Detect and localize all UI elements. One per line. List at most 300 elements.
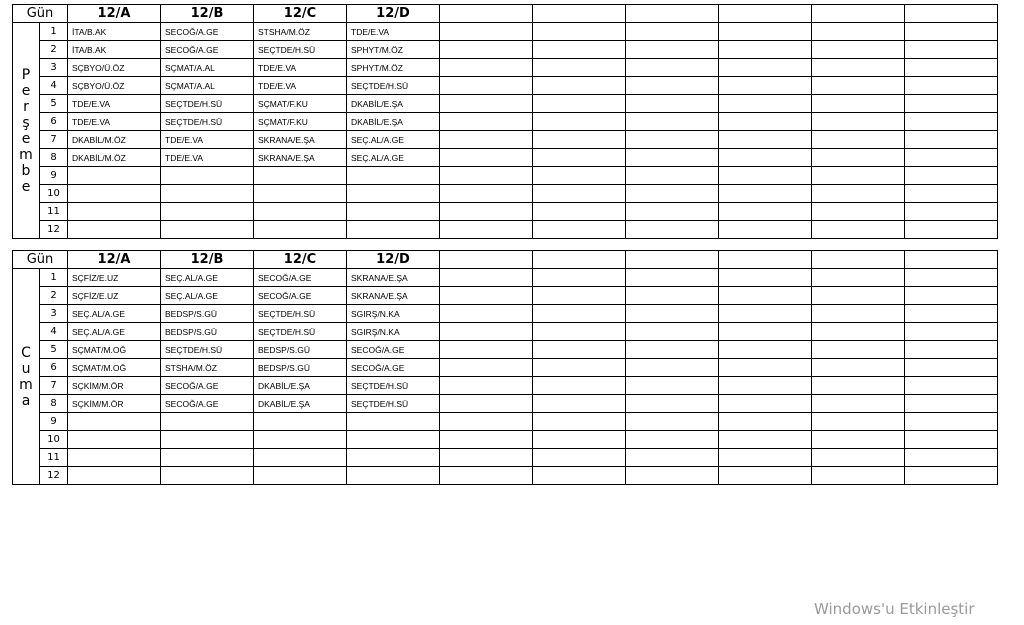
lesson-cell: SEÇTDE/H.SÜ (254, 323, 347, 341)
empty-cell (719, 395, 812, 413)
table-header-row (13, 251, 998, 269)
empty-cell (533, 467, 626, 485)
empty-cell (719, 269, 812, 287)
period-number: 10 (40, 431, 68, 449)
empty-cell (719, 413, 812, 431)
empty-header-cell (812, 5, 905, 23)
empty-cell (719, 77, 812, 95)
lesson-cell (254, 221, 347, 239)
table-row (13, 41, 998, 59)
empty-cell (626, 431, 719, 449)
lesson-cell: SGIRŞ/N.KA (347, 305, 440, 323)
empty-cell (905, 449, 998, 467)
empty-cell (905, 395, 998, 413)
lesson-cell (161, 431, 254, 449)
empty-cell (440, 95, 533, 113)
empty-cell (812, 41, 905, 59)
empty-cell (905, 113, 998, 131)
table-row (13, 359, 998, 377)
empty-cell (626, 131, 719, 149)
empty-header-cell (719, 251, 812, 269)
period-number: 3 (40, 305, 68, 323)
period-number: 1 (40, 23, 68, 41)
lesson-cell: SÇFİZ/E.UZ (68, 287, 161, 305)
empty-cell (440, 113, 533, 131)
day-letter: a (21, 392, 31, 409)
period-number: 5 (40, 95, 68, 113)
lesson-cell: SÇMAT/M.OĞ (68, 359, 161, 377)
empty-cell (440, 269, 533, 287)
lesson-cell: BEDSP/S.GÜ (254, 359, 347, 377)
class-header: 12/C (254, 5, 347, 23)
empty-cell (905, 185, 998, 203)
lesson-cell (68, 185, 161, 203)
lesson-cell (254, 167, 347, 185)
lesson-cell (161, 467, 254, 485)
empty-cell (533, 41, 626, 59)
empty-cell (440, 395, 533, 413)
period-number: 2 (40, 41, 68, 59)
empty-cell (719, 167, 812, 185)
empty-cell (719, 221, 812, 239)
lesson-cell: DKABİL/M.ÖZ (68, 131, 161, 149)
empty-cell (626, 449, 719, 467)
table-row (13, 59, 998, 77)
lesson-cell: SKRANA/E.ŞA (254, 149, 347, 167)
lesson-cell (347, 167, 440, 185)
table-row (13, 467, 998, 485)
lesson-cell (161, 167, 254, 185)
empty-cell (440, 221, 533, 239)
lesson-cell (254, 467, 347, 485)
empty-cell (812, 203, 905, 221)
empty-cell (440, 59, 533, 77)
period-number: 6 (40, 359, 68, 377)
day-letter: b (21, 162, 31, 179)
empty-cell (905, 287, 998, 305)
lesson-cell: SÇMAT/F.KU (254, 95, 347, 113)
lesson-cell: SÇKİM/M.ÖR (68, 377, 161, 395)
lesson-cell: SEÇTDE/H.SÜ (161, 113, 254, 131)
table-row (13, 23, 998, 41)
class-header: 12/D (347, 251, 440, 269)
empty-cell (812, 167, 905, 185)
lesson-cell: SEÇTDE/H.SÜ (347, 395, 440, 413)
table-row (13, 269, 998, 287)
lesson-cell: TDE/E.VA (161, 149, 254, 167)
day-letter: ş (22, 114, 30, 131)
lesson-cell: SEÇTDE/H.SÜ (254, 41, 347, 59)
empty-cell (812, 149, 905, 167)
empty-cell (812, 113, 905, 131)
empty-cell (812, 77, 905, 95)
empty-cell (626, 95, 719, 113)
empty-cell (719, 41, 812, 59)
empty-cell (440, 341, 533, 359)
lesson-cell (254, 449, 347, 467)
lesson-cell (161, 203, 254, 221)
lesson-cell (161, 221, 254, 239)
empty-cell (812, 221, 905, 239)
period-number: 7 (40, 377, 68, 395)
period-number: 10 (40, 185, 68, 203)
empty-cell (719, 341, 812, 359)
period-number: 1 (40, 269, 68, 287)
day-header-label: Gün (13, 5, 68, 23)
empty-cell (905, 59, 998, 77)
empty-cell (440, 377, 533, 395)
empty-cell (626, 467, 719, 485)
empty-cell (533, 395, 626, 413)
empty-cell (626, 305, 719, 323)
empty-cell (533, 95, 626, 113)
empty-cell (626, 287, 719, 305)
lesson-cell: SEÇ.AL/A.GE (161, 287, 254, 305)
period-number: 11 (40, 203, 68, 221)
empty-cell (719, 377, 812, 395)
lesson-cell: SEÇTDE/H.SÜ (254, 305, 347, 323)
lesson-cell: SÇKİM/M.ÖR (68, 395, 161, 413)
day-letter: u (21, 360, 31, 377)
empty-header-cell (440, 251, 533, 269)
table-row (13, 77, 998, 95)
period-number: 7 (40, 131, 68, 149)
table-row (13, 95, 998, 113)
class-header: 12/A (68, 251, 161, 269)
class-header: 12/D (347, 5, 440, 23)
lesson-cell (347, 185, 440, 203)
empty-header-cell (626, 251, 719, 269)
day-letter: e (21, 130, 31, 147)
empty-header-cell (533, 251, 626, 269)
empty-cell (440, 359, 533, 377)
table-row (13, 149, 998, 167)
empty-cell (533, 305, 626, 323)
lesson-cell: SEÇ.AL/A.GE (347, 149, 440, 167)
lesson-cell: SGIRŞ/N.KA (347, 323, 440, 341)
lesson-cell: STSHA/M.ÖZ (254, 23, 347, 41)
day-letter: P (21, 66, 31, 83)
lesson-cell: SKRANA/E.ŞA (347, 269, 440, 287)
day-header-label: Gün (13, 251, 68, 269)
lesson-cell (68, 467, 161, 485)
empty-cell (905, 95, 998, 113)
period-number: 9 (40, 167, 68, 185)
empty-cell (905, 77, 998, 95)
empty-cell (812, 395, 905, 413)
empty-cell (719, 287, 812, 305)
lesson-cell: DKABİL/E.ŞA (254, 377, 347, 395)
empty-cell (905, 359, 998, 377)
empty-cell (719, 359, 812, 377)
lesson-cell: SEÇTDE/H.SÜ (347, 77, 440, 95)
empty-cell (533, 221, 626, 239)
empty-cell (626, 59, 719, 77)
table-row (13, 323, 998, 341)
empty-cell (905, 323, 998, 341)
class-header: 12/A (68, 5, 161, 23)
lesson-cell: SECOĞ/A.GE (161, 377, 254, 395)
empty-cell (905, 269, 998, 287)
empty-header-cell (719, 5, 812, 23)
lesson-cell (347, 413, 440, 431)
empty-cell (812, 431, 905, 449)
schedule-table-day-1 (12, 250, 998, 485)
empty-cell (533, 413, 626, 431)
lesson-cell: TDE/E.VA (347, 23, 440, 41)
lesson-cell: SECOĞ/A.GE (161, 395, 254, 413)
lesson-cell: BEDSP/S.GÜ (161, 305, 254, 323)
empty-cell (905, 167, 998, 185)
empty-header-cell (812, 251, 905, 269)
empty-cell (626, 77, 719, 95)
table-row (13, 341, 998, 359)
empty-cell (905, 131, 998, 149)
class-header: 12/B (161, 5, 254, 23)
period-number: 8 (40, 395, 68, 413)
lesson-cell: SÇMAT/A.AL (161, 77, 254, 95)
lesson-cell (254, 203, 347, 221)
lesson-cell: SEÇ.AL/A.GE (161, 269, 254, 287)
empty-cell (626, 359, 719, 377)
empty-cell (812, 95, 905, 113)
empty-cell (719, 95, 812, 113)
lesson-cell: SECOĞ/A.GE (254, 269, 347, 287)
lesson-cell: DKABİL/M.ÖZ (68, 149, 161, 167)
empty-cell (440, 323, 533, 341)
empty-cell (440, 131, 533, 149)
lesson-cell (68, 167, 161, 185)
lesson-cell: SECOĞ/A.GE (347, 341, 440, 359)
empty-cell (533, 149, 626, 167)
period-number: 4 (40, 77, 68, 95)
lesson-cell (254, 413, 347, 431)
lesson-cell: SEÇ.AL/A.GE (68, 305, 161, 323)
lesson-cell (347, 221, 440, 239)
table-row (13, 431, 998, 449)
lesson-cell: SEÇTDE/H.SÜ (161, 341, 254, 359)
table-row (13, 113, 998, 131)
empty-cell (440, 41, 533, 59)
day-name-vertical (13, 269, 40, 485)
lesson-cell (254, 185, 347, 203)
empty-cell (626, 203, 719, 221)
empty-cell (626, 377, 719, 395)
lesson-cell (68, 203, 161, 221)
lesson-cell (254, 431, 347, 449)
lesson-cell (68, 221, 161, 239)
lesson-cell: SEÇTDE/H.SÜ (161, 95, 254, 113)
lesson-cell: SÇFİZ/E.UZ (68, 269, 161, 287)
empty-cell (533, 323, 626, 341)
empty-header-cell (905, 5, 998, 23)
empty-cell (719, 149, 812, 167)
period-number: 6 (40, 113, 68, 131)
empty-cell (626, 149, 719, 167)
period-number: 8 (40, 149, 68, 167)
class-header: 12/B (161, 251, 254, 269)
table-row (13, 287, 998, 305)
lesson-cell: DKABİL/E.ŞA (254, 395, 347, 413)
empty-cell (812, 59, 905, 77)
empty-cell (626, 341, 719, 359)
table-row (13, 377, 998, 395)
empty-cell (533, 77, 626, 95)
empty-cell (812, 185, 905, 203)
lesson-cell (347, 467, 440, 485)
empty-cell (719, 305, 812, 323)
empty-cell (626, 23, 719, 41)
period-number: 4 (40, 323, 68, 341)
day-name-vertical (13, 23, 40, 239)
empty-cell (905, 149, 998, 167)
period-number: 12 (40, 467, 68, 485)
empty-cell (719, 131, 812, 149)
empty-header-cell (626, 5, 719, 23)
empty-cell (905, 377, 998, 395)
lesson-cell: SÇMAT/A.AL (161, 59, 254, 77)
day-letter: m (19, 376, 33, 393)
empty-cell (719, 113, 812, 131)
table-row (13, 131, 998, 149)
empty-cell (440, 185, 533, 203)
empty-cell (533, 377, 626, 395)
empty-cell (626, 323, 719, 341)
lesson-cell (161, 185, 254, 203)
empty-cell (626, 395, 719, 413)
empty-cell (905, 305, 998, 323)
lesson-cell: SPHYT/M.ÖZ (347, 59, 440, 77)
empty-cell (626, 185, 719, 203)
empty-cell (626, 269, 719, 287)
lesson-cell: İTA/B.AK (68, 41, 161, 59)
empty-cell (812, 377, 905, 395)
lesson-cell: DKABİL/E.ŞA (347, 113, 440, 131)
empty-cell (626, 113, 719, 131)
lesson-cell (347, 203, 440, 221)
period-number: 11 (40, 449, 68, 467)
empty-cell (626, 413, 719, 431)
lesson-cell: SKRANA/E.ŞA (347, 287, 440, 305)
lesson-cell (68, 413, 161, 431)
empty-cell (533, 287, 626, 305)
empty-cell (533, 131, 626, 149)
empty-cell (812, 359, 905, 377)
empty-cell (812, 269, 905, 287)
empty-header-cell (440, 5, 533, 23)
empty-cell (626, 41, 719, 59)
lesson-cell: SEÇTDE/H.SÜ (347, 377, 440, 395)
empty-cell (440, 167, 533, 185)
empty-cell (719, 467, 812, 485)
lesson-cell: SECOĞ/A.GE (161, 41, 254, 59)
day-letter: e (21, 82, 31, 99)
lesson-cell (161, 449, 254, 467)
empty-cell (440, 203, 533, 221)
lesson-cell: SEÇ.AL/A.GE (68, 323, 161, 341)
empty-cell (440, 467, 533, 485)
lesson-cell (347, 431, 440, 449)
period-number: 12 (40, 221, 68, 239)
lesson-cell: SKRANA/E.ŞA (254, 131, 347, 149)
empty-cell (719, 323, 812, 341)
lesson-cell: BEDSP/S.GÜ (161, 323, 254, 341)
table-row (13, 203, 998, 221)
day-letter: e (21, 178, 31, 195)
lesson-cell: BEDSP/S.GÜ (254, 341, 347, 359)
empty-cell (812, 413, 905, 431)
empty-cell (812, 467, 905, 485)
period-number: 9 (40, 413, 68, 431)
empty-cell (905, 467, 998, 485)
empty-cell (905, 203, 998, 221)
empty-cell (440, 449, 533, 467)
empty-cell (905, 341, 998, 359)
lesson-cell: SECOĞ/A.GE (347, 359, 440, 377)
empty-cell (719, 449, 812, 467)
lesson-cell: STSHA/M.ÖZ (161, 359, 254, 377)
empty-cell (812, 287, 905, 305)
lesson-cell: TDE/E.VA (68, 95, 161, 113)
empty-cell (533, 341, 626, 359)
period-number: 3 (40, 59, 68, 77)
lesson-cell: DKABİL/E.ŞA (347, 95, 440, 113)
period-number: 5 (40, 341, 68, 359)
empty-cell (719, 23, 812, 41)
table-header-row (13, 5, 998, 23)
empty-cell (719, 431, 812, 449)
empty-cell (533, 449, 626, 467)
empty-header-cell (905, 251, 998, 269)
empty-cell (533, 113, 626, 131)
lesson-cell: SECOĞ/A.GE (161, 23, 254, 41)
lesson-cell: SEÇ.AL/A.GE (347, 131, 440, 149)
empty-cell (440, 305, 533, 323)
empty-cell (440, 77, 533, 95)
table-row (13, 305, 998, 323)
empty-cell (812, 323, 905, 341)
class-header: 12/C (254, 251, 347, 269)
table-row (13, 185, 998, 203)
day-letter: r (23, 98, 29, 115)
empty-cell (812, 341, 905, 359)
empty-cell (719, 185, 812, 203)
empty-cell (533, 23, 626, 41)
table-row (13, 449, 998, 467)
lesson-cell (347, 449, 440, 467)
lesson-cell: SPHYT/M.ÖZ (347, 41, 440, 59)
lesson-cell: SÇMAT/F.KU (254, 113, 347, 131)
empty-cell (812, 305, 905, 323)
empty-cell (440, 287, 533, 305)
empty-cell (533, 203, 626, 221)
empty-cell (533, 269, 626, 287)
empty-cell (440, 23, 533, 41)
empty-cell (905, 413, 998, 431)
empty-cell (812, 449, 905, 467)
lesson-cell (161, 413, 254, 431)
lesson-cell: İTA/B.AK (68, 23, 161, 41)
table-row (13, 221, 998, 239)
empty-cell (905, 221, 998, 239)
table-row (13, 413, 998, 431)
empty-cell (533, 167, 626, 185)
empty-header-cell (533, 5, 626, 23)
empty-cell (812, 23, 905, 41)
table-row (13, 167, 998, 185)
lesson-cell: TDE/E.VA (68, 113, 161, 131)
lesson-cell: SECOĞ/A.GE (254, 287, 347, 305)
